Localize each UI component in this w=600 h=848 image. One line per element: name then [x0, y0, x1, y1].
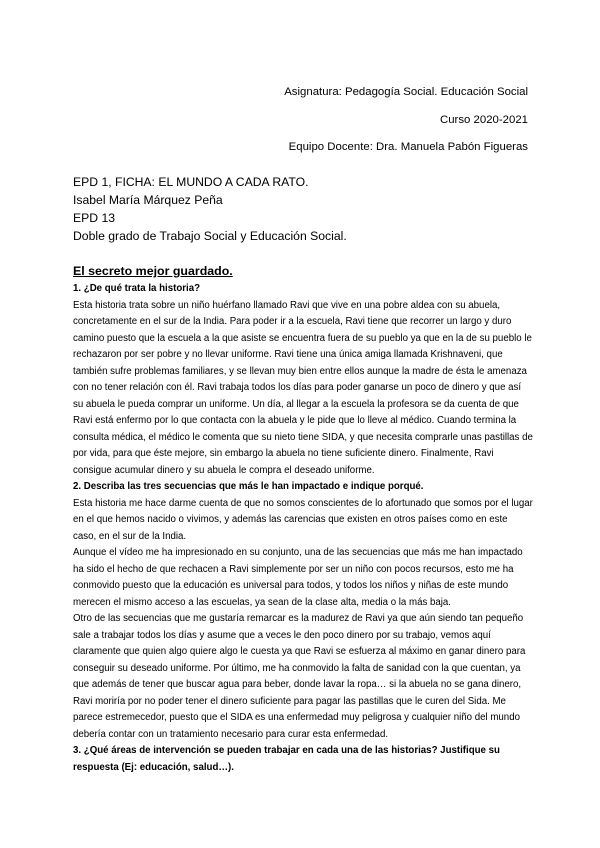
degree-line: Doble grado de Trabajo Social y Educación Social.	[73, 229, 347, 243]
epd-title: EPD 1, FICHA: EL MUNDO A CADA RATO.	[73, 175, 309, 189]
question-3: 3. ¿Qué áreas de intervención se pueden trabajar en cada una de las historias? Justifique su respuesta (Ej: educación, salud…).	[73, 745, 500, 773]
answer-2-paragraph-1: Esta historia me hace darme cuenta de que no somos conscientes de lo afortunado que somos por el lugar en el que hemos nacido o vivimos, y además las carencias que existen en otros países como en este caso, en el sur de la India.	[73, 497, 533, 542]
question-1: 1. ¿De qué trata la historia?	[73, 283, 201, 294]
subject-line: Asignatura: Pedagogía Social. Educación Social	[284, 86, 528, 98]
epd-group: EPD 13	[73, 211, 116, 225]
student-name: Isabel María Márquez Peña	[73, 193, 223, 207]
body-text	[73, 281, 533, 776]
answer-2-paragraph-2: Aunque el vídeo me ha impresionado en su conjunto, una de las secuencias que más me han impactado ha sido el hecho de que rechacen a Ravi simplemente por ser un niño con pocos recursos, esto me ha conmovido puesto que la educación es universal para todos, y todos los niños y niñas de este mundo merecen el mismo acceso a las escuelas, ya sean de la clase alta, media o la más baja.	[73, 547, 523, 608]
answer-2-paragraph-3: Otro de las secuencias que me gustaría remarcar es la madurez de Ravi ya que aún siendo tan pequeño sale a trabajar todos los días y asume que a veces le den poco dinero por su trabajo, vemos aquí claramente que quien algo quiere algo le cuesta ya que Ravi se esfuerza al máximo en ganar dinero para conseguir su deseado uniforme. Por último, me ha conmovido la falta de sanidad con la que cuentan, ya que además de tener que buscar agua para beber, donde lavar la ropa… si la abuela no se gana dinero, Ravi moriría por no poder tener el dinero suficiente para pagar las pastillas que le curen del Sida. Me parece estremecedor, puesto que el SIDA es una enfermedad muy peligrosa y cualquier niño del mundo debería contar con un tratamiento necesario para curar esta enfermedad.	[73, 613, 526, 740]
answer-1: Esta historia trata sobre un niño huérfano llamado Ravi que vive en una pobre aldea con su abuela, concretamente en el sur de la India. Para poder ir a la escuela, Ravi tiene que recorrer un largo y duro camino puesto que la escuela a la que asiste se encuentra fuera de su pueblo ya que en la de su pueblo le rechazaron por ser pobre y no llevar uniforme. Ravi tiene una única amiga llamada Krishnaveni, que también sufre problemas familiares, y se llevan muy bien entre ellos aunque la madre de ésta le amenaza con no tener relación con él. Ravi trabaja todos los días para poder ganarse un poco de dinero y que así su abuela le pueda comprar un uniforme. Un día, al llegar a la escuela la profesora se da cuenta de que Ravi está enfermo por lo que contacta con la abuela y le pide que lo lleve al médico. Cuando termina la consulta médica, el médico le comenta que su nieto tiene SIDA, y que necesita comprarle unas pastillas de por vida, para que éste mejore, sin embargo la abuela no tiene suficiente dinero. Finalmente, Ravi consigue acumular dinero y su abuela le compra el deseado uniforme.	[73, 299, 533, 476]
question-2: 2. Describa las tres secuencias que más le han impactado e indique porqué.	[73, 481, 424, 492]
teachers-line: Equipo Docente: Dra. Manuela Pabón Figueras	[288, 141, 528, 153]
course-line: Curso 2020-2021	[439, 114, 528, 126]
document-title: El secreto mejor guardado.	[73, 264, 233, 278]
